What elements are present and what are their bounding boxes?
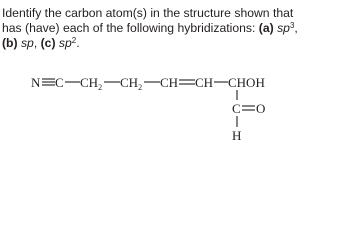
atom-ch-alkene-second: CH — [195, 75, 214, 90]
atom-ch2-second: $CH_2$ — [120, 75, 143, 92]
double-bond-carbonyl — [242, 106, 255, 110]
atom-c-carbonyl: C — [232, 101, 241, 116]
question-line-1-text: Identify the carbon atom(s) in the structure shown that — [2, 6, 294, 20]
label-b: (b) — [2, 36, 18, 50]
period: . — [76, 36, 80, 50]
atom-ch2-first: $CH_2$ — [80, 75, 103, 92]
atom-o: O — [256, 101, 266, 116]
label-c: (c) — [40, 36, 56, 50]
atom-n: N — [31, 75, 41, 90]
hybridization-b: sp — [20, 36, 34, 50]
atom-ch-alkene-first: CH — [160, 75, 179, 90]
hybridization-a: sp — [277, 21, 290, 35]
triple-bond — [42, 79, 55, 85]
label-a: (a) — [258, 21, 274, 35]
hybridization-c-superscript: 2 — [71, 36, 77, 45]
question-line-2-text: has (have) each of the following hybridizations: — [2, 21, 259, 35]
atom-choh: CHOH — [228, 75, 265, 90]
comma-b: , — [33, 36, 41, 50]
hybridization-c: sp — [58, 36, 72, 50]
atom-h: H — [232, 128, 242, 143]
hybridization-a-superscript: 3 — [289, 21, 295, 30]
double-bond-alkene — [179, 80, 195, 84]
comma-a: , — [294, 21, 298, 35]
atom-c-nitrile: C — [55, 75, 64, 90]
